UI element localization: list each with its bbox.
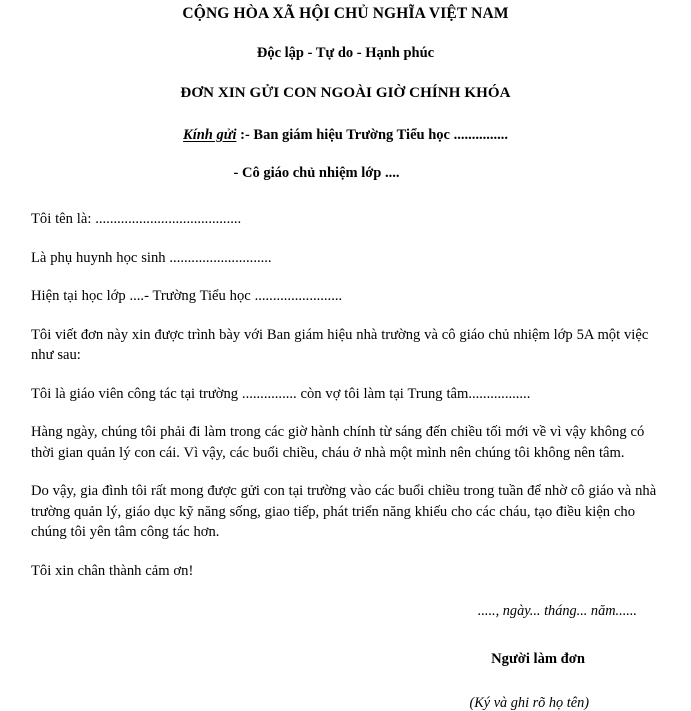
recipient-block — [0, 101, 691, 180]
document-header — [0, 0, 691, 101]
page-title: ĐƠN XIN GỬI CON NGOÀI GIỜ CHÍNH KHÓA — [180, 85, 511, 101]
national-motto: Độc lập - Tự do - Hạnh phúc — [256, 44, 435, 61]
body-paragraph: Do vậy, gia đình tôi rất mong được gửi con tại trường vào các buổi chiều trong tuần để nhờ cô giáo và nhà trường quản lý, giáo dục kỹ năng sống, giao tiếp, phát triển năng khiếu cho các cháu, tạo điều kiện cho chúng tôi yên tâm công tác hơn. — [31, 483, 657, 540]
body-paragraph: Hiện tại học lớp ....- Trường Tiểu học ........................ — [31, 288, 343, 304]
signature-block — [0, 581, 691, 710]
recipient-line-primary — [0, 128, 691, 143]
signer-title: Người làm đơn — [491, 651, 585, 668]
body-paragraph: Hàng ngày, chúng tôi phải đi làm trong các giờ hành chính từ sáng đến chiều tối mới về vì vậy không có thời gian quản lý con cái. Vì vậy, các buổi chiều, cháu ở nhà một mình nên chúng tôi không nên tâm. — [31, 424, 645, 461]
salutation-separator: : — [236, 127, 245, 143]
national-title: CỘNG HÒA XÃ HỘI CHỦ NGHĨA VIỆT NAM — [182, 5, 509, 22]
salutation-label: Kính gửi — [183, 127, 237, 143]
document-body — [0, 180, 691, 581]
body-paragraph: Tôi xin chân thành cảm ơn! — [31, 562, 194, 579]
date-line: ....., ngày... tháng... năm...... — [477, 603, 637, 619]
body-paragraph: Tôi tên là: ........................................ — [31, 211, 242, 227]
body-paragraph: Tôi viết đơn này xin được trình bày với Ban giám hiệu nhà trường và cô giáo chủ nhiệm lớp 5A một việc như sau: — [31, 326, 649, 363]
body-paragraph: Tôi là giáo viên công tác tại trường ............... còn vợ tôi làm tại Trung tâm................. — [31, 385, 531, 402]
body-paragraph: Là phụ huynh học sinh ............................ — [31, 249, 272, 266]
recipient-school: - Ban giám hiệu Trường Tiểu học ............... — [244, 127, 508, 143]
signer-note: (Ký và ghi rõ họ tên) — [469, 694, 589, 711]
recipient-homeroom-teacher: - Cô giáo chủ nhiệm lớp .... — [233, 164, 400, 181]
